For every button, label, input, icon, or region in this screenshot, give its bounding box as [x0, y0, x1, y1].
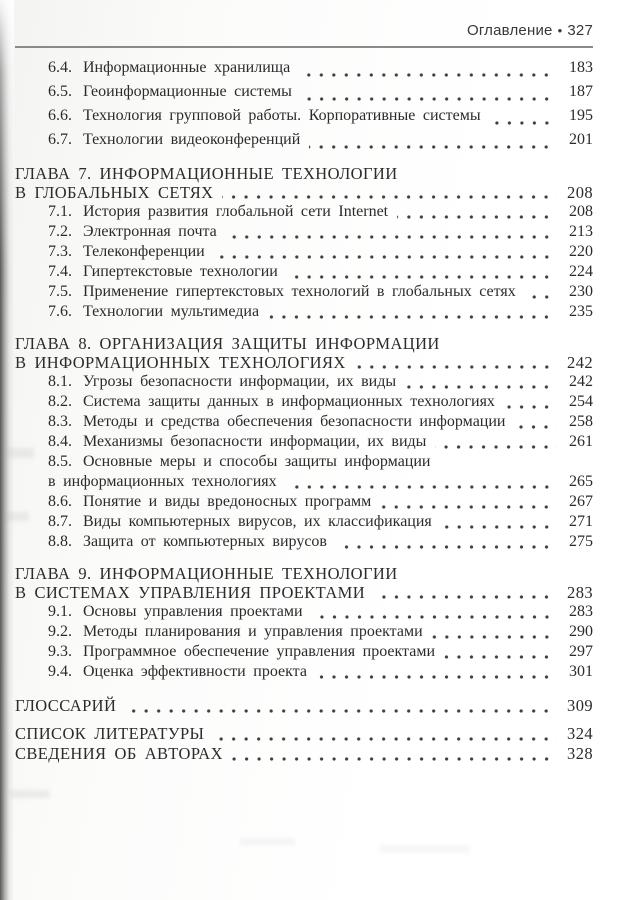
dot-leader — [309, 145, 557, 149]
toc-entry-label: Электронная почта — [83, 223, 217, 240]
toc-entry-page: 283 — [569, 603, 593, 620]
backmatter-entries — [15, 724, 593, 764]
dot-leader — [286, 485, 557, 489]
dot-leader — [374, 595, 557, 599]
toc-entry-number: 7.2. — [48, 223, 72, 240]
toc-entry-label: Технология групповой работы. Корпоративные системы — [83, 107, 481, 124]
toc-entry-number: 8.2. — [48, 393, 72, 410]
toc-entry-page: 235 — [569, 303, 593, 320]
toc-entry-number: 7.3. — [48, 243, 72, 260]
toc-entry-page: 183 — [569, 59, 593, 76]
toc-entry-number: 7.1. — [48, 203, 72, 220]
toc-entry-label: Угрозы безопасности информации, их виды — [83, 373, 397, 390]
toc-entry-label: Методы планирования и управления проектами — [83, 623, 423, 640]
dot-leader — [232, 757, 557, 761]
dot-leader — [490, 121, 557, 125]
toc-entry-page: 265 — [569, 473, 593, 490]
toc-entry — [15, 392, 593, 412]
dot-leader — [432, 635, 557, 639]
toc-entry — [15, 642, 593, 662]
toc-entry-page: 258 — [569, 413, 593, 430]
toc-entry-number: 8.5. — [48, 453, 72, 470]
toc-entry-page: 242 — [569, 373, 593, 390]
dot-leader — [287, 275, 557, 279]
header-page-number: 327 — [567, 22, 593, 39]
toc-entry-page: 297 — [569, 643, 593, 660]
chapter7-section — [15, 164, 593, 322]
toc-entry-label: Геоинформационные системы — [83, 83, 292, 100]
chapter-page: 242 — [567, 353, 593, 372]
toc-entry-number: 9.1. — [48, 603, 72, 620]
dot-leader — [301, 97, 557, 101]
chapter-page: 283 — [567, 583, 593, 602]
running-title: Оглавление — [466, 22, 553, 39]
toc-entry — [15, 222, 593, 242]
toc-entry-label: Оценка эффективности проекта — [83, 663, 307, 680]
toc-entry-number: 6.6. — [48, 107, 72, 124]
toc-entry — [15, 302, 593, 322]
toc-entry — [15, 128, 593, 152]
toc-entry-label: Применение гипертекстовых технологий в глобальных сетях — [83, 283, 516, 300]
toc-entry-number: 8.6. — [48, 493, 72, 510]
toc-entry-label: Информационные хранилища — [83, 59, 291, 76]
toc-entry-bibliography: СПИСОК ЛИТЕРАТУРЫ 324 — [15, 724, 593, 743]
toc-entry — [15, 532, 593, 552]
dot-leader — [504, 405, 557, 409]
toc-entry-label: Телеконференции — [83, 243, 205, 260]
toc-entry-label: Технологии видеоконференций — [83, 131, 301, 148]
chapter-heading-line1: ГЛАВА 9. ИНФОРМАЦИОННЫЕ ТЕХНОЛОГИИ — [15, 564, 398, 583]
toc-entry-number: 6.5. — [48, 83, 72, 100]
toc-entry-page: 187 — [569, 83, 593, 100]
dot-leader — [125, 709, 557, 713]
dot-leader — [222, 195, 557, 199]
chapter-heading-line2: В СИСТЕМАХ УПРАВЛЕНИЯ ПРОЕКТАМИ 283 — [15, 583, 593, 602]
toc-entry — [15, 622, 593, 642]
dot-leader — [214, 255, 557, 259]
toc-entry-number: 8.4. — [48, 433, 72, 450]
toc-entry — [15, 372, 593, 392]
toc-entry-number: 7.6. — [48, 303, 72, 320]
header-bullet: • — [557, 23, 563, 38]
scan-artifact — [10, 790, 50, 798]
glossary-entry-wrap — [15, 696, 593, 716]
toc-entry-page: 271 — [569, 513, 593, 530]
toc-entry-page: 290 — [569, 623, 593, 640]
dot-leader — [316, 675, 557, 679]
toc-entry — [15, 512, 593, 532]
toc-entry-label: Гипертекстовые технологии — [83, 263, 278, 280]
toc-entry — [15, 202, 593, 222]
toc-entry-number: 9.3. — [48, 643, 72, 660]
toc-entry-label-continuation: в информационных технологиях — [48, 473, 277, 490]
running-header — [0, 0, 640, 39]
toc-entry-page: 208 — [569, 203, 593, 220]
toc-entry-label: Система защиты данных в информационных технологиях — [83, 393, 495, 410]
toc-entry-page: 201 — [569, 131, 593, 148]
toc-entry-label: Механизмы безопасности информации, их виды — [83, 433, 427, 450]
toc-entry-glossary: ГЛОССАРИЙ 309 — [15, 696, 593, 715]
toc-entry-number: 6.7. — [48, 131, 72, 148]
chapter-heading-line1: ГЛАВА 8. ОРГАНИЗАЦИЯ ЗАЩИТЫ ИНФОРМАЦИИ — [15, 334, 440, 353]
toc-entry-two-line-continuation — [15, 472, 593, 492]
chapter9-section — [15, 564, 593, 682]
toc-entry-number: 9.4. — [48, 663, 72, 680]
chapter-page: 208 — [567, 183, 593, 202]
toc-entry — [15, 262, 593, 282]
toc-entry — [15, 56, 593, 80]
toc-entry — [15, 602, 593, 622]
toc-entry-number: 6.4. — [48, 59, 72, 76]
toc-entry-page: 328 — [567, 744, 593, 763]
dot-leader — [312, 615, 557, 619]
toc-entry-label: Основы управления проектами — [83, 603, 303, 620]
scan-artifact — [380, 845, 470, 853]
toc-entry-page: 195 — [569, 107, 593, 124]
toc-entry-number: 9.2. — [48, 623, 72, 640]
toc-entry-number: 8.7. — [48, 513, 72, 530]
toc-entry-two-line-first — [15, 452, 593, 472]
toc-entry — [15, 412, 593, 432]
toc-entry-label: Основные меры и способы защиты информации — [83, 453, 431, 470]
dot-leader — [435, 445, 557, 449]
dot-leader — [444, 655, 557, 659]
dot-leader — [405, 385, 557, 389]
toc-entry — [15, 282, 593, 302]
toc-entry-number: 7.4. — [48, 263, 72, 280]
table-of-contents — [0, 48, 640, 764]
toc-entry-label: Методы и средства обеспечения безопасности информации — [83, 413, 506, 430]
toc-entry — [15, 80, 593, 104]
chapter6-items — [15, 56, 593, 152]
chapter-heading-line2: В ИНФОРМАЦИОННЫХ ТЕХНОЛОГИЯХ 242 — [15, 353, 593, 372]
toc-entry — [15, 662, 593, 682]
toc-entry — [15, 432, 593, 452]
toc-entry-label: Понятие и виды вредоносных программ — [83, 493, 372, 510]
toc-entry-authors: СВЕДЕНИЯ ОБ АВТОРАХ 328 — [15, 744, 593, 763]
toc-entry-page: 220 — [569, 243, 593, 260]
toc-entry-label: Программное обеспечение управления проектами — [83, 643, 436, 660]
chapter8-section — [15, 334, 593, 552]
scan-artifact — [240, 838, 295, 845]
dot-leader — [226, 235, 557, 239]
toc-entry-page: 275 — [569, 533, 593, 550]
dot-leader — [397, 215, 557, 219]
chapter-heading-line2: В ГЛОБАЛЬНЫХ СЕТЯХ 208 — [15, 183, 593, 202]
toc-entry-label: История развития глобальной сети Internet — [83, 203, 389, 220]
toc-entry-number: 8.3. — [48, 413, 72, 430]
dot-leader — [525, 295, 557, 299]
dot-leader — [268, 315, 557, 319]
dot-leader — [336, 545, 557, 549]
toc-entry — [15, 104, 593, 128]
toc-entry-number: 8.1. — [48, 373, 72, 390]
dot-leader — [213, 737, 557, 741]
toc-entry-page: 213 — [569, 223, 593, 240]
toc-entry-number: 8.8. — [48, 533, 72, 550]
toc-entry-page: 267 — [569, 493, 593, 510]
dot-leader — [380, 505, 557, 509]
toc-entry-label: Защита от компьютерных вирусов — [83, 533, 327, 550]
toc-entry-page: 224 — [569, 263, 593, 280]
dot-leader — [299, 73, 557, 77]
dot-leader — [441, 525, 557, 529]
toc-entry-number: 7.5. — [48, 283, 72, 300]
toc-entry-label: Технологии мультимедиа — [83, 303, 260, 320]
toc-entry — [15, 242, 593, 262]
toc-entry-label: Виды компьютерных вирусов, их классификация — [83, 513, 432, 530]
toc-entry-page: 324 — [567, 724, 593, 743]
dot-leader — [514, 425, 557, 429]
dot-leader — [355, 365, 557, 369]
chapter-heading-line1: ГЛАВА 7. ИНФОРМАЦИОННЫЕ ТЕХНОЛОГИИ — [15, 164, 398, 183]
toc-entry-page: 309 — [567, 696, 593, 715]
toc-entry — [15, 492, 593, 512]
toc-entry-page: 261 — [569, 433, 593, 450]
toc-entry-page: 254 — [569, 393, 593, 410]
toc-entry-page: 301 — [569, 663, 593, 680]
toc-entry-page: 230 — [569, 283, 593, 300]
